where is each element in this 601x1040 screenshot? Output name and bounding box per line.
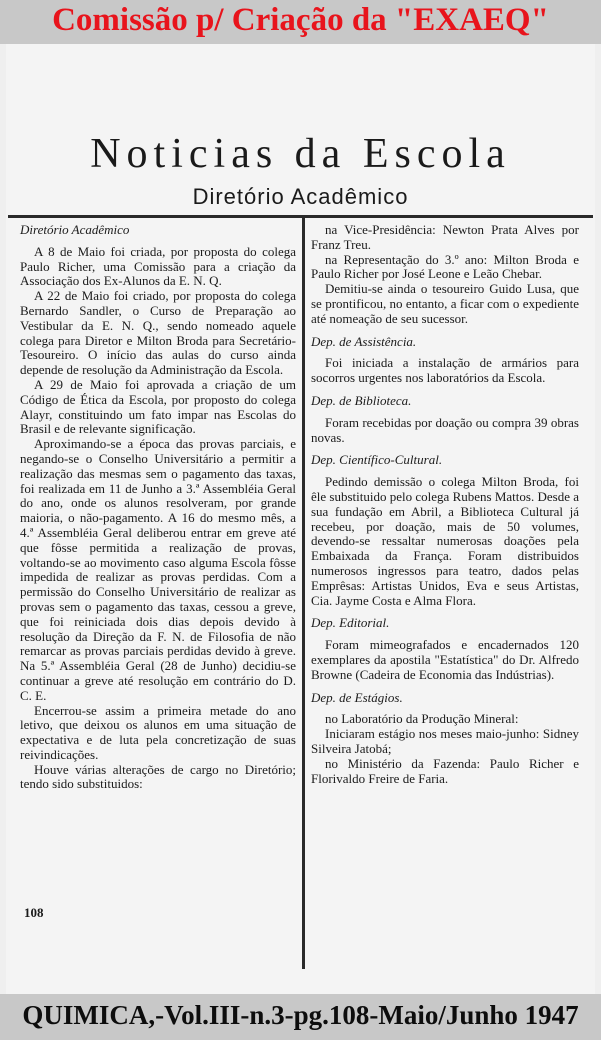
top-banner (0, 0, 601, 44)
bottom-banner (0, 994, 601, 1040)
paragraph: Pedindo demissão o colega Milton Broda, foi êle substituido pelo colega Rubens Mattos. Desde a sua fundação em Abril, a Biblioteca Cultural já recebeu, por doação, mais de 50 volumes, devendo-se ressaltar numerosas doações pela Embaixada da França. Foram distribuidos numerosos ingressos para teatro, dados pelas Emprêsas: Artistas Unidos, Eva e seus Artistas, Cia. Jayme Costa e Alma Flora. (311, 474, 579, 608)
section-heading: Diretório Acadêmico (20, 222, 130, 237)
paragraph: na Representação do 3.º ano: Milton Broda e Paulo Richer por José Leone e Leão Chebar. (311, 251, 579, 282)
paragraph: no Laboratório da Produção Mineral: (325, 711, 519, 727)
page-title: Noticias da Escola (90, 131, 511, 177)
header-rule (8, 215, 593, 218)
right-column (311, 223, 579, 786)
paragraph: Aproximando-se a época das provas parciais, e negando-se o Conselho Universitário a permitir a realização das mesmas sem o pagamento das taxas, foi realizada em 11 de Junho a 3.ª Assembléia Geral do ano, onde os alunos resolveram, por grande maioria, o não-pagamento. A 16 do mesmo mês, a 4.ª Assembléia Geral deliberou entrar em greve até que fôsse permitida a realização de provas, voltando-se ao movimento caso alguma Escola fôsse impedida de realizar as provas perdidas. Com a permissão do Conselho Universitário de realizar as provas sem o pagamento das taxas, cessou a greve, que foi reiniciada dois dias depois devido à resolução da Direção da F. N. de Filosofia de não remarcar as provas parciais perdidas devido à greve. Na 5.ª Assembléia Geral (28 de Junho) decidiu-se continuar a greve até resolução em contrário do D. C. E. (20, 436, 296, 703)
paragraph: Encerrou-se assim a primeira metade do ano letivo, que deixou os alunos em uma situação de expectativa e de luta pela concretização de suas reivindicações. (20, 702, 296, 762)
paragraph: Foi iniciada a instalação de armários para socorros urgentes nos laboratórios da Escola. (311, 355, 579, 386)
paragraph: Iniciaram estágio nos meses maio-junho: Sidney Silveira Jatobá; (311, 726, 579, 756)
left-column (20, 223, 296, 792)
paragraph: A 8 de Maio foi criada, por proposta do colega Paulo Richer, uma Comissão para a criação da Associação dos Ex-Alunos da E. N. Q. (20, 243, 296, 289)
page-subtitle: Diretório Acadêmico (192, 184, 409, 209)
paragraph: Demitiu-se ainda o tesoureiro Guido Lusa, que se prontificou, no entanto, a ficar com o expediente até nomeação de seu sucessor. (311, 281, 579, 326)
paragraph: Houve várias alterações de cargo no Diretório; tendo sido substituidos: (20, 761, 296, 792)
page-number: 108 (24, 905, 44, 920)
section-heading: Dep. Editorial. (311, 615, 390, 631)
paragraph: A 22 de Maio foi criado, por proposta do colega Bernardo Sandler, o Curso de Preparação ao Vestibular da E. N. Q., sendo nomeado aquele colega para Diretor e Milton Broda para Secretário-Tesoureiro. O início das aulas do curso ainda depende de resolução da Administração da Escola. (20, 288, 296, 378)
paragraph: na Vice-Presidência: Newton Prata Alves por Franz Treu. (311, 222, 579, 252)
top-banner-text: Comissão p/ Criação da "EXAEQ" (52, 2, 549, 38)
section-heading: Dep. de Estágios. (311, 689, 403, 705)
section-heading: Dep. Científico-Cultural. (311, 452, 443, 468)
citation-text: QUIMICA,-Vol.III-n.3-pg.108-Maio/Junho 1947 (22, 1000, 579, 1030)
paragraph: Foram mimeografados e encadernados 120 exemplares da apostila "Estatística" do Dr. Alfredo Browne (Cadeira de Economia das Indústrias). (311, 637, 579, 682)
section-heading: Dep. de Assistência. (311, 333, 417, 349)
section-heading: Dep. de Biblioteca. (311, 392, 412, 408)
paragraph: A 29 de Maio foi aprovada a criação de um Código de Ética da Escola, por proposto do colega Alayr, constituindo um fato impar nas Escolas do Brasil e de relevante significação. (20, 376, 296, 437)
paragraph: Foram recebidas por doação ou compra 39 obras novas. (311, 414, 579, 445)
column-divider (302, 217, 305, 969)
paragraph: no Ministério da Fazenda: Paulo Richer e Florivaldo Freire de Faria. (311, 755, 579, 786)
